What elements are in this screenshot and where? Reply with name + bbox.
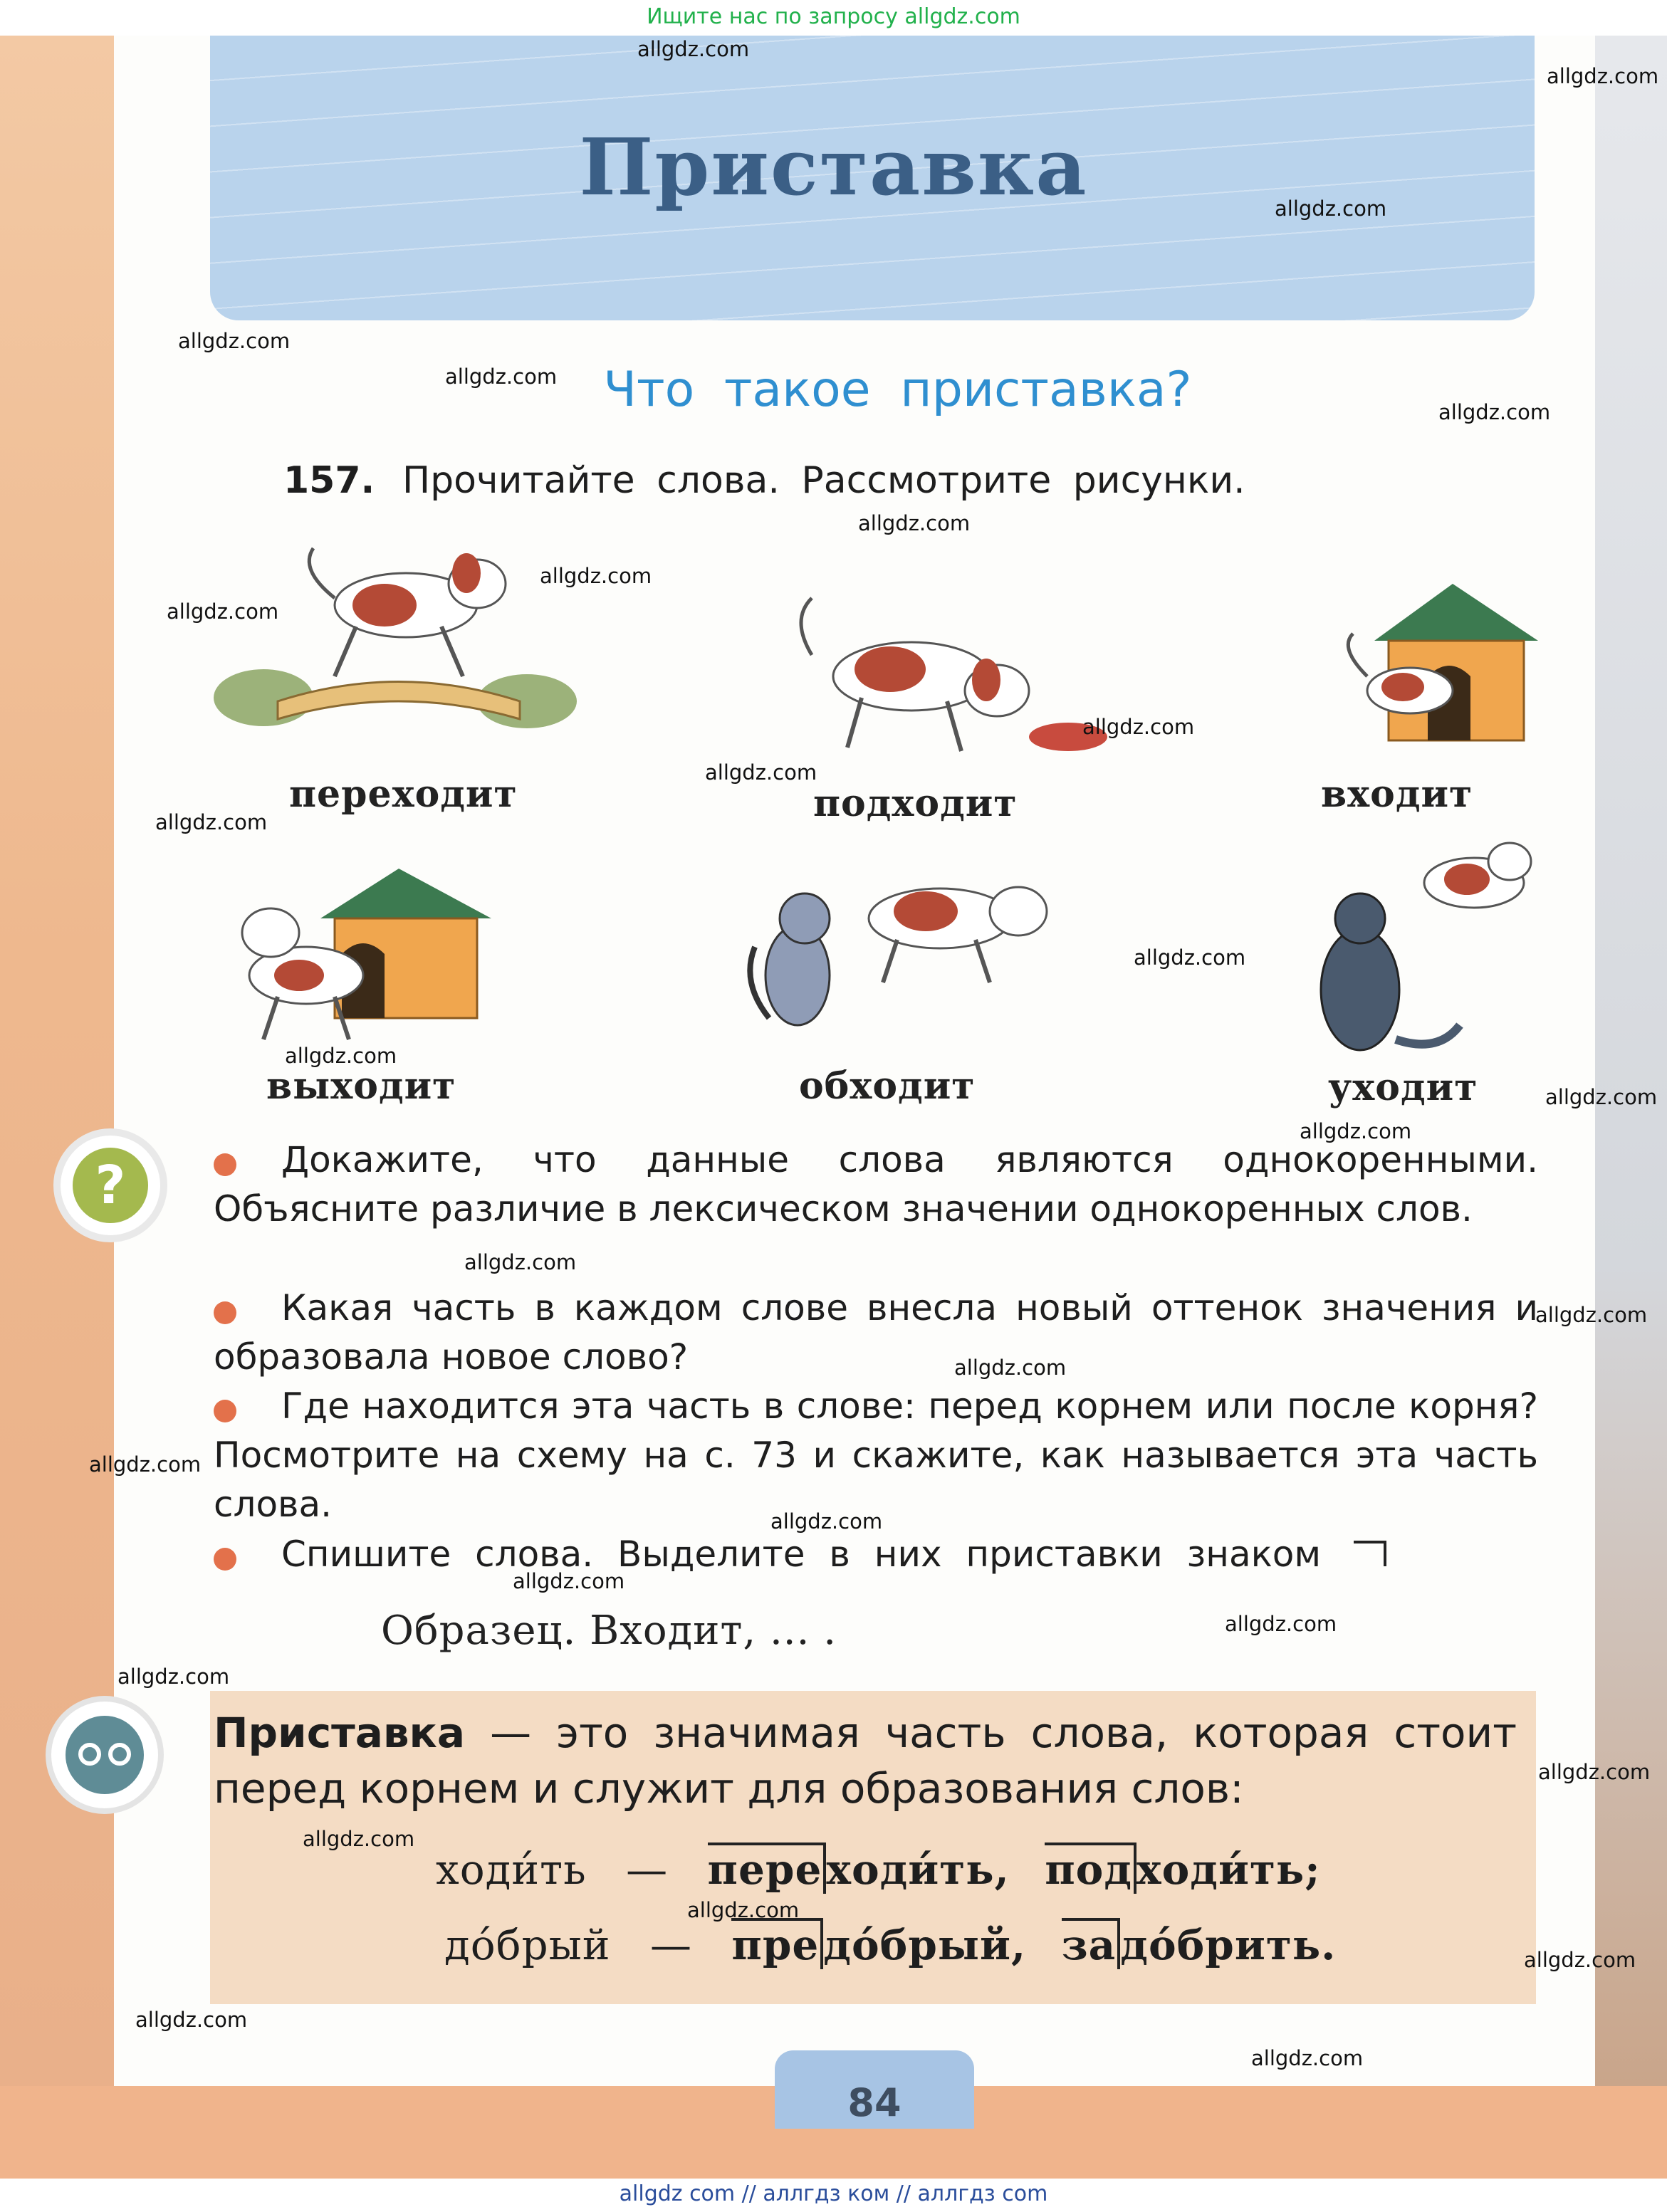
rule-definition-text: — это значимая часть слова, которая стоит перед корнем и служит для образования слов: <box>214 1709 1517 1813</box>
watermark: allgdz.com <box>1438 400 1551 424</box>
watermark: allgdz.com <box>1538 1760 1651 1784</box>
rule-word-rest: до́брить. <box>1120 1921 1337 1969</box>
dog-going-around-cat-illustration <box>741 854 1061 1039</box>
rule-base-word: до́брый <box>444 1921 611 1969</box>
watermark: allgdz.com <box>637 37 750 61</box>
rule-base-word: ходи́ть <box>436 1845 587 1894</box>
watermark: allgdz.com <box>1535 1303 1648 1327</box>
watermark: allgdz.com <box>285 1044 397 1068</box>
watermark: allgdz.com <box>513 1569 625 1593</box>
watermark: allgdz.com <box>303 1827 415 1851</box>
watermark: allgdz.com <box>770 1509 883 1534</box>
watermark: allgdz.com <box>155 810 268 834</box>
dog-leaving-kennel-illustration <box>228 869 498 1047</box>
word-podkhodit: подходит <box>813 782 1018 825</box>
dog-entering-kennel-illustration <box>1275 584 1545 748</box>
watermark: allgdz.com <box>954 1356 1067 1380</box>
rule-prefix: под <box>1045 1843 1136 1894</box>
watermark: allgdz.com <box>1524 1948 1636 1972</box>
question-3: Где находится эта часть в слове: перед корнем или после корня? Посмотрите на схему на с. 73 и скажите, как называется эта часть слова. <box>214 1385 1538 1525</box>
watermark: allgdz.com <box>89 1452 202 1477</box>
watermark: allgdz.com <box>1251 2046 1364 2070</box>
question-4-text: Спишите слова. Выделите в них приставки знаком <box>281 1534 1322 1575</box>
rule-dash: — <box>649 1921 692 1969</box>
dog-crossing-bridge-illustration <box>214 541 584 776</box>
watermark: allgdz.com <box>1545 1085 1658 1109</box>
rule-prefix: пре <box>731 1918 823 1969</box>
question-1: Докажите, что данные слова являются однокоренными. Объясните различие в лексическом значении однокоренных слов. <box>214 1139 1538 1230</box>
watermark: allgdz.com <box>135 2008 248 2032</box>
watermark: allgdz.com <box>687 1898 800 1922</box>
bottom-watermark-link[interactable]: allgdz com // аллгдз ком // аллгдз com <box>619 2181 1048 2206</box>
question-4 <box>214 1530 1538 1579</box>
watermark: allgdz.com <box>464 1250 577 1274</box>
owl-eye-icon <box>78 1743 101 1766</box>
watermark: allgdz.com <box>1225 1612 1337 1636</box>
chapter-title: Приставка <box>579 121 1088 213</box>
watermark: allgdz.com <box>178 329 291 353</box>
watermark: allgdz.com <box>117 1665 230 1689</box>
prefix-mark-icon <box>1351 1538 1391 1569</box>
rule-word-rest: ходи́ть; <box>1136 1845 1321 1894</box>
top-watermark-link[interactable]: Ищите нас по запросу allgdz.com <box>647 4 1020 29</box>
word-ukhodit: уходит <box>1328 1066 1478 1109</box>
rule-term: Приставка <box>214 1709 466 1757</box>
rule-prefix: за <box>1062 1918 1121 1969</box>
watermark: allgdz.com <box>858 511 971 535</box>
word-obkhodit: обходит <box>799 1064 976 1108</box>
word-perekhodit: переходит <box>289 772 518 816</box>
watermark: allgdz.com <box>1134 945 1246 970</box>
rule-example-line-1 <box>436 1845 1321 1894</box>
rule-word-rest: ходи́ть, <box>826 1845 1010 1894</box>
rule-dash: — <box>626 1845 669 1894</box>
lesson-title: Что такое приставка? <box>603 362 1192 418</box>
watermark: allgdz.com <box>705 760 817 785</box>
page-number: 84 <box>847 2080 902 2125</box>
watermark: allgdz.com <box>540 564 652 588</box>
rule-word-rest: до́брый, <box>823 1921 1027 1969</box>
question-2: Какая часть в каждом слове внесла новый оттенок значения и образовала новое слово? <box>214 1287 1538 1378</box>
question-mark-icon: ? <box>73 1148 148 1223</box>
watermark: allgdz.com <box>1547 64 1659 88</box>
rule-definition <box>214 1705 1517 1816</box>
watermark: allgdz.com <box>1275 196 1387 221</box>
dog-walking-away-illustration <box>1296 833 1538 1061</box>
dog-approaching-bowl-illustration <box>783 591 1118 769</box>
word-vkhodit: входит <box>1321 772 1473 816</box>
owl-eye-icon <box>108 1743 131 1766</box>
word-vykhodit: выходит <box>266 1064 456 1108</box>
watermark: allgdz.com <box>1082 715 1195 739</box>
rule-example-line-2 <box>444 1921 1336 1969</box>
task-instruction: Прочитайте слова. Рассмотрите рисунки. <box>402 459 1245 502</box>
watermark: allgdz.com <box>1300 1119 1412 1143</box>
watermark: allgdz.com <box>167 599 279 624</box>
example-line: Образец. Входит, ... . <box>381 1608 837 1654</box>
rule-prefix: пере <box>708 1843 827 1894</box>
owl-icon-inner <box>66 1716 144 1794</box>
task-number: 157. <box>283 459 375 502</box>
watermark: allgdz.com <box>445 365 558 389</box>
